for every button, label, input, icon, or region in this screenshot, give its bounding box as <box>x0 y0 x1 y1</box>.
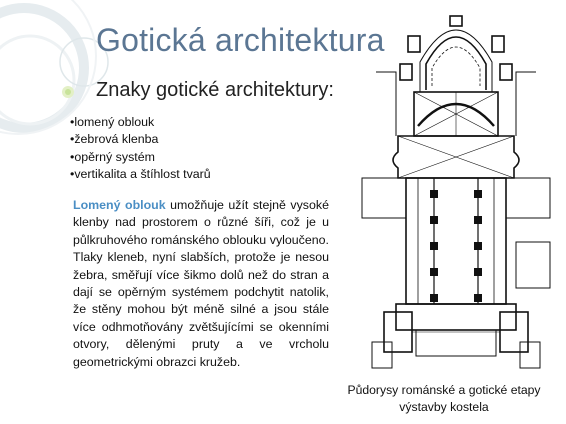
image-caption: Půdorysy románské a gotické etapy výstavby kostela <box>347 383 541 414</box>
list-item: • vertikalita a štíhlost tvarů <box>70 166 211 183</box>
slide-subtitle: Znaky gotické architektury: <box>96 79 334 101</box>
paragraph-text: umožňuje užít stejně vysoké klenby nad prostorem o různé šíři, což je u půlkruhového románského oblouku vyloučeno. Tlaky kleneb, nyní slabších, protože je nesou žebra, směřují více šikmo dolů než do stran a dají se opěrným systémem podchytit natolik, že stěny mohou být méně silné a jsou stále více odhmotňovány zvětšujícími se okenními otvory, dělenými pruty a ve vrcholu geometrickými obrazci kružeb. <box>73 198 329 369</box>
description-paragraph <box>73 197 329 371</box>
list-item: • lomený oblouk <box>70 114 211 131</box>
list-item: • opěrný systém <box>70 149 211 166</box>
feature-list <box>70 114 211 184</box>
list-item: • žebrová klenba <box>70 131 211 148</box>
highlight-term: Lomený oblouk <box>73 198 166 212</box>
slide-title: Gotická architektura <box>96 22 385 58</box>
church-floor-plan-image <box>356 12 556 380</box>
